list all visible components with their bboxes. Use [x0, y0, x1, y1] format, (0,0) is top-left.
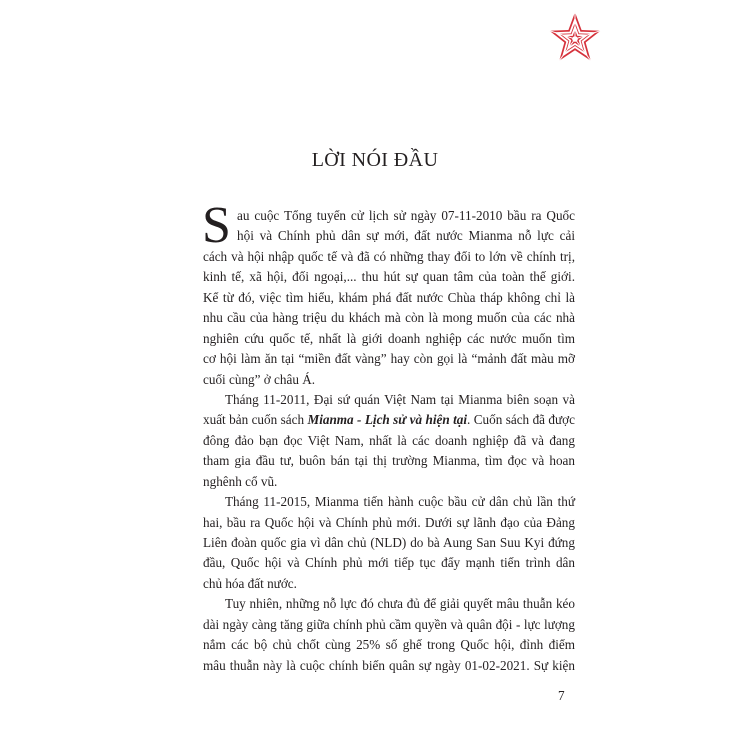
paragraph-1: [203, 206, 575, 390]
book-title-emphasis: Mianma - Lịch sử và hiện tại: [307, 412, 468, 428]
text-line: đầu, Quốc hội và Chính phủ mới tiếp tục đẩy mạnh tiến trình dân: [203, 555, 575, 571]
text-line: tham gia đầu tư, buôn bán tại thị trường Mianma, tìm đọc và hoan: [203, 453, 575, 469]
text-line: Kể từ đó, việc tìm hiểu, khám phá đất nước Chùa tháp không chỉ là: [203, 289, 575, 305]
text-line: nghênh cổ vũ.: [203, 473, 278, 489]
text-line: cơ hội làm ăn tại “miền đất vàng” hay còn gọi là “mảnh đất màu mỡ: [203, 351, 575, 367]
text-line: Liên đoàn quốc gia vì dân chủ (NLD) do bà Aung San Suu Kyi đứng: [203, 535, 575, 550]
paragraph-3: [203, 492, 575, 594]
star-emblem-center: [572, 36, 578, 42]
text-segment: . Cuốn sách đã được: [467, 412, 575, 428]
text-line: nắm các bộ chủ chốt cùng 25% số ghế trong Quốc hội, đỉnh điểm: [203, 637, 575, 653]
body-text: [202, 196, 575, 676]
text-line: nhu cầu của hàng triệu du khách mà còn là mong muốn của các nhà: [203, 310, 575, 326]
page-number: 7: [558, 688, 565, 703]
drop-cap: S: [202, 196, 231, 254]
text-line: mâu thuẫn này là cuộc chính biến quân sự ngày 01-02-2021. Sự kiện: [203, 657, 575, 673]
text-line: hai, bầu ra Quốc hội và Chính phủ mới. Dưới sự lãnh đạo của Đảng: [203, 514, 575, 530]
chapter-title: LỜI NÓI ĐẦU: [311, 149, 439, 171]
text-line: Tháng 11-2015, Mianma tiến hành cuộc bầu cử dân chủ lần thứ: [225, 494, 575, 510]
text-segment: xuất bản cuốn sách: [203, 412, 308, 428]
paragraph-4: [203, 594, 575, 676]
text-line: đông đảo bạn đọc Việt Nam, nhất là các doanh nghiệp đã và đang: [203, 432, 575, 448]
text-line: [203, 410, 575, 430]
text-line: au cuộc Tổng tuyển cử lịch sử ngày 07-11-2010 bầu ra Quốc: [237, 208, 575, 223]
text-line: Tuy nhiên, những nỗ lực đó chưa đủ để giải quyết mâu thuẫn kéo: [225, 596, 575, 612]
text-line: nghiên cứu quốc tế, nhất là giới doanh nghiệp các nước muốn tìm: [203, 330, 575, 346]
text-line: cách và hội nhập quốc tế và đã có những thay đổi to lớn về chính trị,: [203, 248, 575, 264]
paragraph-2: [203, 390, 575, 492]
text-line: dài ngày càng tăng giữa chính phủ cầm quyền và quân đội - lực lượng: [203, 616, 575, 632]
text-line: cuối cùng” ở châu Á.: [203, 371, 316, 387]
star-emblem-icon: [547, 11, 603, 67]
text-line: chủ hóa đất nước.: [203, 575, 297, 591]
text-line: kinh tế, xã hội, đối ngoại,... thu hút sự quan tâm của toàn thế giới.: [203, 269, 575, 285]
text-line: hội và Chính phủ dân sự mới, đất nước Mianma nỗ lực cải: [237, 228, 575, 244]
text-line: Tháng 11-2011, Đại sứ quán Việt Nam tại Mianma biên soạn và: [225, 391, 575, 407]
